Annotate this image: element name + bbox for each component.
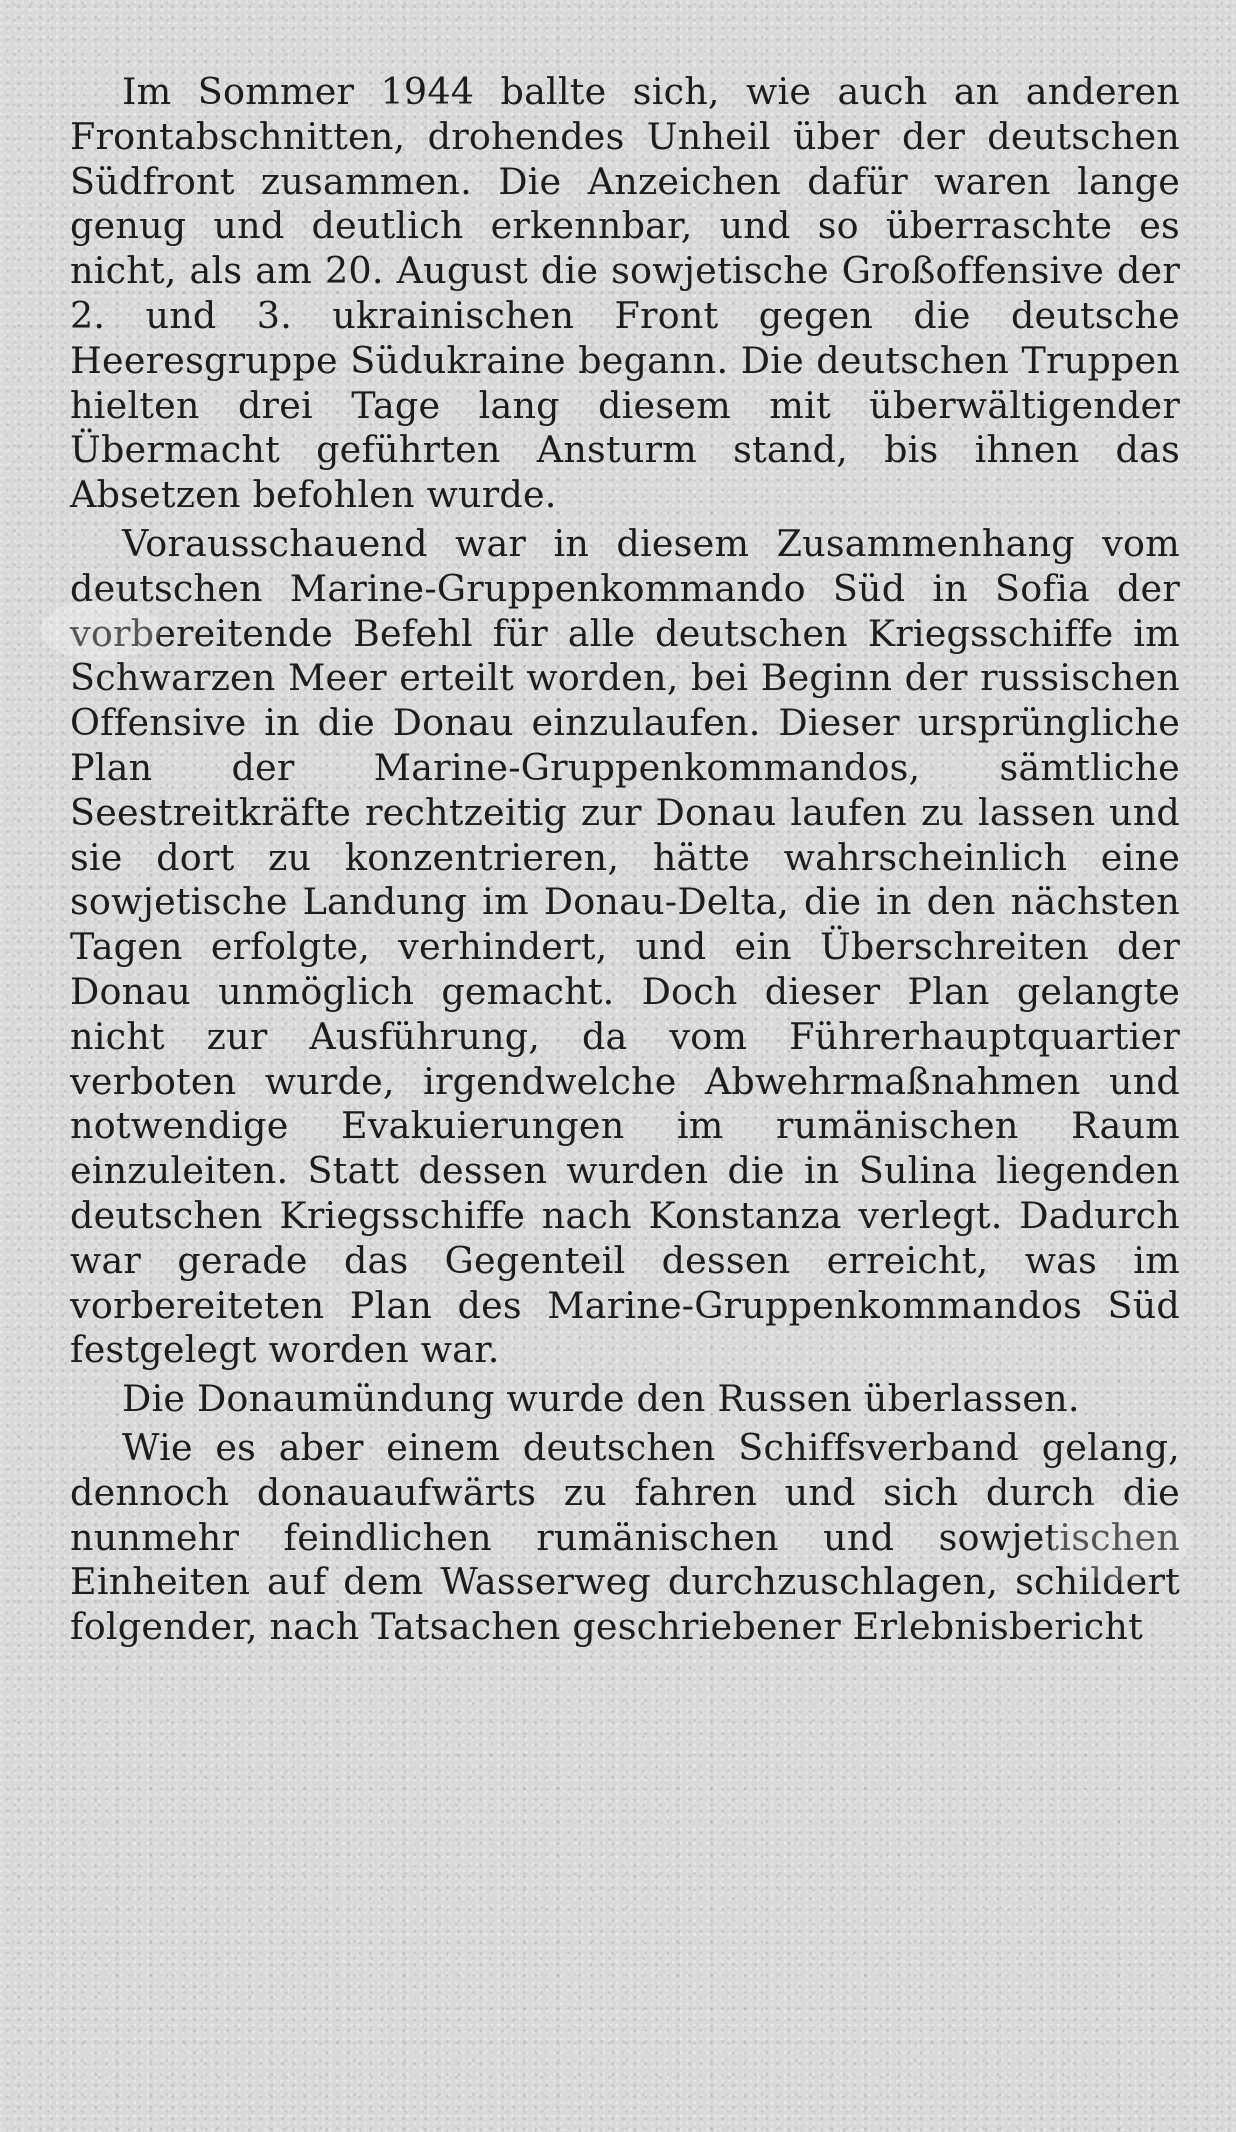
article-body	[70, 70, 1180, 1650]
paragraph-3: Die Donaumündung wurde den Russen überlassen.	[122, 1377, 1080, 1421]
paragraph-1: Im Sommer 1944 ballte sich, wie auch an anderen Frontabschnitten, drohendes Unheil über der deutschen Südfront zusammen. Die Anzeichen dafür waren lange genug und deutlich erkennbar, und so überraschte es nicht, als am 20. August die sowjetische Großoffensive der 2. und 3. ukrainischen Front gegen die deutsche Heeresgruppe Südukraine begann. Die deutschen Truppen hielten drei Tage lang diesem mit überwältigender Übermacht geführten Ansturm stand, bis ihnen das Absetzen befohlen wurde.	[70, 70, 1180, 517]
newspaper-clipping	[70, 70, 1180, 2080]
paragraph-4: Wie es aber einem deutschen Schiffsverband gelang, dennoch donauaufwärts zu fahren und sich durch die nunmehr feindlichen rumänischen und sowjetischen Einheiten auf dem Wasserweg durchzuschlagen, schildert folgender, nach Tatsachen geschriebener Erlebnisbericht	[70, 1425, 1180, 1649]
paragraph-2: Vorausschauend war in diesem Zusammenhang vom deutschen Marine-Gruppenkommando Süd in Sofia der vorbereitende Befehl für alle deutschen Kriegsschiffe im Schwarzen Meer erteilt worden, bei Beginn der russischen Offensive in die Donau einzulaufen. Dieser ursprüngliche Plan der Marine-Gruppenkommandos, sämtliche Seestreitkräfte rechtzeitig zur Donau laufen zu lassen und sie dort zu konzentrieren, hätte wahrscheinlich eine sowjetische Landung im Donau-Delta, die in den nächsten Tagen erfolgte, verhindert, und ein Überschreiten der Donau unmöglich gemacht. Doch dieser Plan gelangte nicht zur Ausführung, da vom Führerhauptquartier verboten wurde, irgendwelche Abwehrmaßnahmen und notwendige Evakuierungen im rumänischen Raum einzuleiten. Statt dessen wurden die in Sulina liegenden deutschen Kriegsschiffe nach Konstanza verlegt. Dadurch war gerade das Gegenteil dessen erreicht, was im vorbereiteten Plan des Marine-Gruppenkommandos Süd festgelegt worden war.	[70, 521, 1180, 1372]
